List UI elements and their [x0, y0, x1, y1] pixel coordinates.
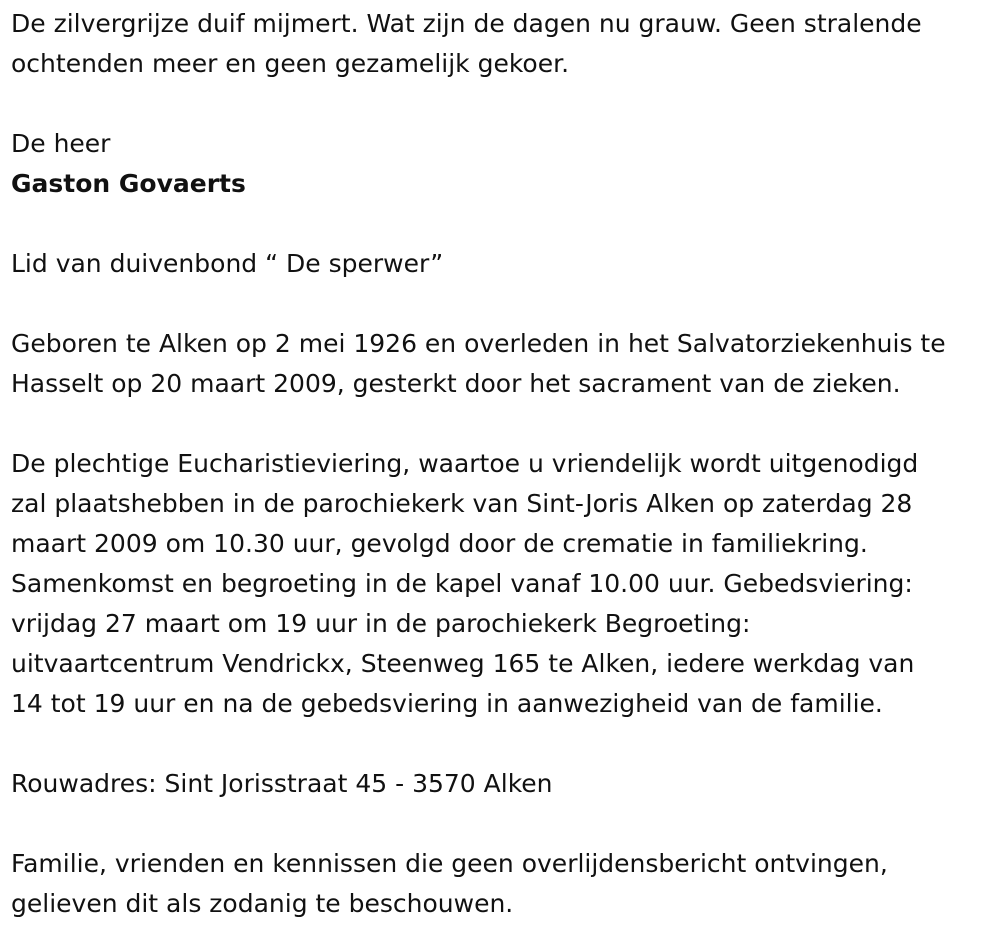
ceremony-line-5: vrijdag 27 maart om 19 uur in de parochiekerk Begroeting: [11, 609, 751, 638]
spacer [11, 84, 996, 124]
ceremony-line-7: 14 tot 19 uur en na de gebedsviering in aanwezigheid van de familie. [11, 689, 883, 718]
spacer [11, 284, 996, 324]
intro-line-2: ochtenden meer en geen gezamelijk gekoer. [11, 49, 570, 78]
ceremony-line-2: zal plaatshebben in de parochiekerk van Sint-Joris Alken op zaterdag 28 [11, 489, 913, 518]
ceremony-line-6: uitvaartcentrum Vendrickx, Steenweg 165 te Alken, iedere werkdag van [11, 649, 915, 678]
birth-death-line-1: Geboren te Alken op 2 mei 1926 en overleden in het Salvatorziekenhuis te [11, 329, 946, 358]
spacer [11, 804, 996, 844]
ceremony-line-1: De plechtige Eucharistieviering, waartoe u vriendelijk wordt uitgenodigd [11, 449, 919, 478]
deceased-name: Gaston Govaerts [11, 169, 246, 198]
closing-line-1: Familie, vrienden en kennissen die geen overlijdensbericht ontvingen, [11, 849, 888, 878]
mourning-address: Rouwadres: Sint Jorisstraat 45 - 3570 Alken [11, 769, 553, 798]
obituary-text [11, 4, 996, 924]
ceremony-line-4: Samenkomst en begroeting in de kapel vanaf 10.00 uur. Gebedsviering: [11, 569, 913, 598]
ceremony-line-3: maart 2009 om 10.30 uur, gevolgd door de crematie in familiekring. [11, 529, 868, 558]
spacer [11, 204, 996, 244]
salutation: De heer [11, 129, 111, 158]
closing-line-2: gelieven dit als zodanig te beschouwen. [11, 889, 514, 918]
membership: Lid van duivenbond “ De sperwer” [11, 249, 444, 278]
birth-death-line-2: Hasselt op 20 maart 2009, gesterkt door het sacrament van de zieken. [11, 369, 901, 398]
spacer [11, 404, 996, 444]
intro-line-1: De zilvergrijze duif mijmert. Wat zijn de dagen nu grauw. Geen stralende [11, 9, 922, 38]
spacer [11, 724, 996, 764]
